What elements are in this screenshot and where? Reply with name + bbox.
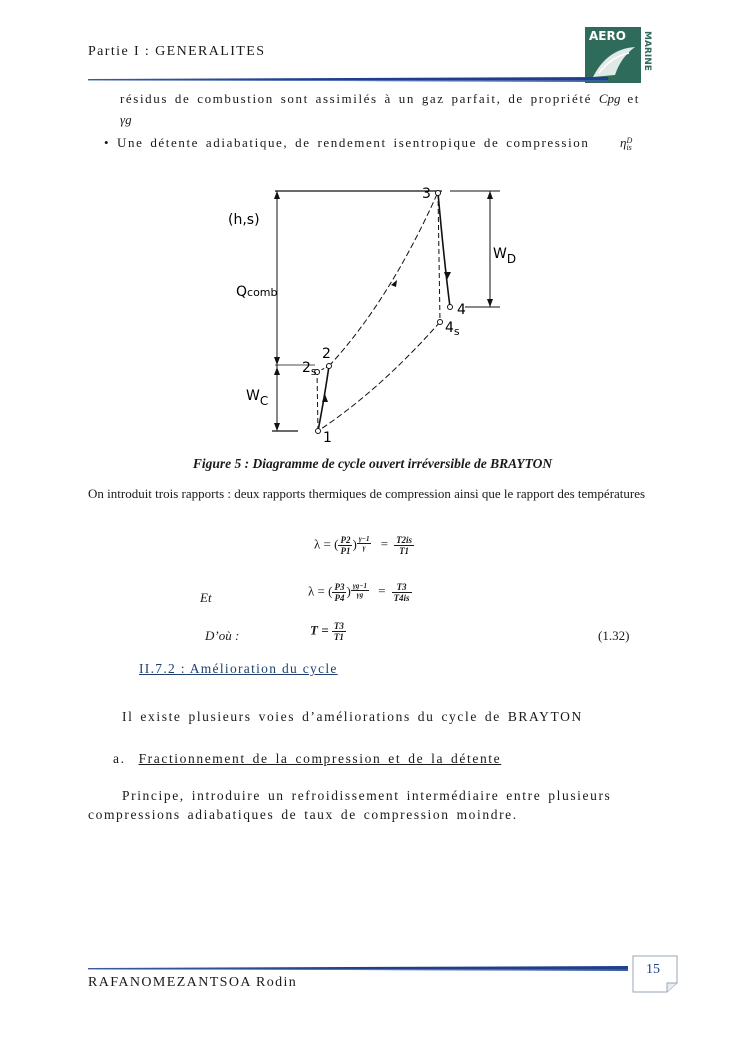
bullet-dot: • [104,135,111,150]
label-point-3: 3 [422,186,431,202]
header-title: Partie I : GENERALITES [88,44,266,59]
equation-number: (1.32) [598,628,630,643]
logo-text-aero: AERO [589,29,626,43]
equation-3: T = $\frac{T3}{T1}$ [310,621,344,642]
brayton-diagram [200,180,520,445]
equation-2-label: Et [200,590,212,605]
logo-text-marine: MARINE [642,31,652,71]
diagram-label-hs: (h,s) [228,212,260,228]
label-point-4s: $4_s$ [445,320,460,338]
page-number-box [632,955,678,993]
section-line-1: Il existe plusieurs voies d’améliorations du cycle de BRAYTON [122,709,583,724]
label-point-2: 2 [322,346,331,362]
header-rule [88,76,608,84]
label-wc: WC [246,388,269,408]
list-item-a [113,751,501,767]
point-4 [448,305,453,310]
paragraph-residus: résidus de combustion sont assimilés à un gaz parfait, de propriété Cpg et [120,91,640,106]
equation-3-label: D’où : [205,628,240,643]
footer-rule [88,965,628,973]
aero-marine-logo [585,27,657,83]
label-qcomb: Qcomb [236,284,278,300]
intro-paragraph: On introduit trois rapports : deux rapports thermiques de compression ainsi que le rapport des températures [88,486,646,501]
point-3 [436,191,441,196]
list-item-title: Fractionnement de la compression et de la détente [138,751,502,766]
equation-1: λ = ( $\frac{P2}{P1}$ ) $\frac{\gamma-1}{\gamma}$ = $\frac{T2is}{T1}$ [314,535,413,556]
point-1 [316,429,321,434]
principle-paragraph: Principe, introduire un refroidissement intermédiaire entre plusieurs compressions adiabatiques de taux de compression moindre. [88,788,612,822]
gamma-symbol: γg [120,112,132,127]
label-point-1: 1 [323,430,332,445]
page-number: 15 [646,962,660,977]
figure-caption: Figure 5 : Diagramme de cycle ouvert irréversible de BRAYTON [192,456,553,471]
bullet-item-detente [104,135,590,151]
section-heading: II.7.2 : Amélioration du cycle [139,661,338,676]
label-wd: WD [493,246,517,266]
footer-author: RAFANOMEZANTSOA Rodin [88,975,298,990]
list-item-label: a. [113,751,126,766]
equation-2: λ = ( $\frac{P3}{P4}$ ) $\frac{\gamma g-1}{\gamma g}$ = $\frac{T3}{T4is}$ [308,582,410,603]
label-point-4: 4 [457,302,466,318]
label-point-2s: $2_s$ [302,360,317,378]
bullet-text: Une détente adiabatique, de rendement isentropique de compression [117,135,590,150]
eta-symbol: ηD is [620,135,633,153]
point-2 [327,364,332,369]
point-4s [438,320,443,325]
